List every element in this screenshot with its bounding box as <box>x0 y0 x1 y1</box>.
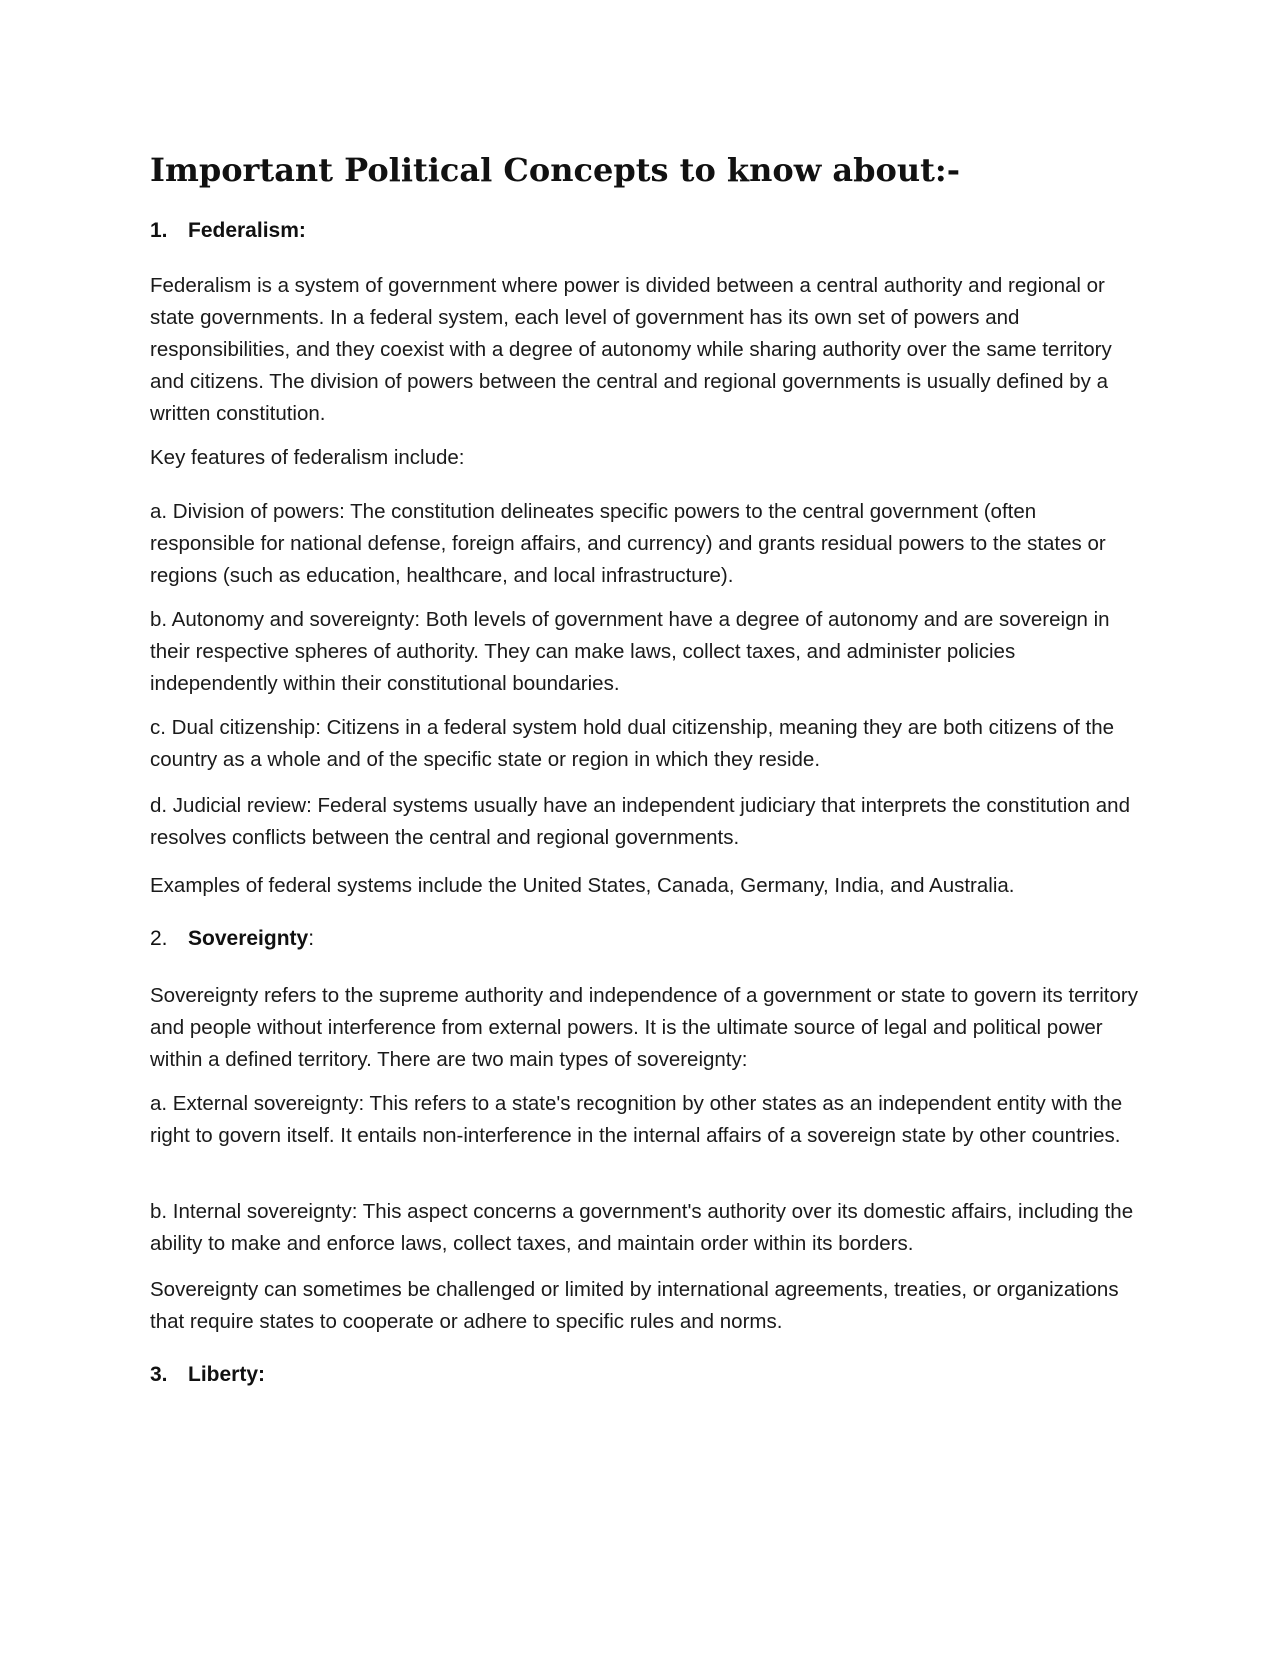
section-heading-liberty <box>150 1360 265 1390</box>
section-number: 1. <box>150 219 168 242</box>
section-title: Federalism: <box>188 219 306 242</box>
paragraph: a. External sovereignty: This refers to a state's recognition by other states as an independent entity with the right to govern itself. It entails non-interference in the internal affairs of a sovereign state by other countries. <box>150 1092 1123 1147</box>
section-heading-federalism <box>150 216 306 246</box>
paragraph: b. Autonomy and sovereignty: Both levels of government have a degree of autonomy and are sovereign in their respective spheres of authority. They can make laws, collect taxes, and administer policies independently within their constitutional boundaries. <box>150 608 1110 695</box>
section-number: 3. <box>150 1363 168 1386</box>
paragraph: Federalism is a system of government where power is divided between a central authority and regional or state governments. In a federal system, each level of government has its own set of powers and responsibilities, and they coexist with a degree of autonomy while sharing authority over the same territory and citizens. The division of powers between the central and regional governments is usually defined by a written constitution. <box>150 274 1112 425</box>
section-title: Liberty: <box>188 1363 266 1386</box>
section-title: Sovereignty <box>188 927 309 950</box>
paragraph: a. Division of powers: The constitution delineates specific powers to the central government (often responsible for national defense, foreign affairs, and currency) and grants residual powers to the states or regions (such as education, healthcare, and local infrastructure). <box>150 500 1106 587</box>
paragraph: Examples of federal systems include the United States, Canada, Germany, India, and Australia. <box>150 874 1015 897</box>
paragraph: Key features of federalism include: <box>150 446 465 469</box>
section-number: 2. <box>150 927 168 950</box>
paragraph: Sovereignty refers to the supreme authority and independence of a government or state to govern its territory and people without interference from external powers. It is the ultimate source of legal and political power within a defined territory. There are two main types of sovereignty: <box>150 984 1138 1071</box>
paragraph: d. Judicial review: Federal systems usually have an independent judiciary that interprets the constitution and resolves conflicts between the central and regional governments. <box>150 794 1130 849</box>
paragraph: b. Internal sovereignty: This aspect concerns a government's authority over its domestic affairs, including the ability to make and enforce laws, collect taxes, and maintain order within its borders. <box>150 1200 1134 1255</box>
section-heading-sovereignty <box>150 924 314 954</box>
section-title-suffix: : <box>308 927 315 950</box>
document-title: Important Political Concepts to know about:- <box>150 151 960 189</box>
paragraph: c. Dual citizenship: Citizens in a federal system hold dual citizenship, meaning they are both citizens of the country as a whole and of the specific state or region in which they reside. <box>150 716 1115 771</box>
paragraph: Sovereignty can sometimes be challenged or limited by international agreements, treaties, or organizations that require states to cooperate or adhere to specific rules and norms. <box>150 1278 1119 1333</box>
